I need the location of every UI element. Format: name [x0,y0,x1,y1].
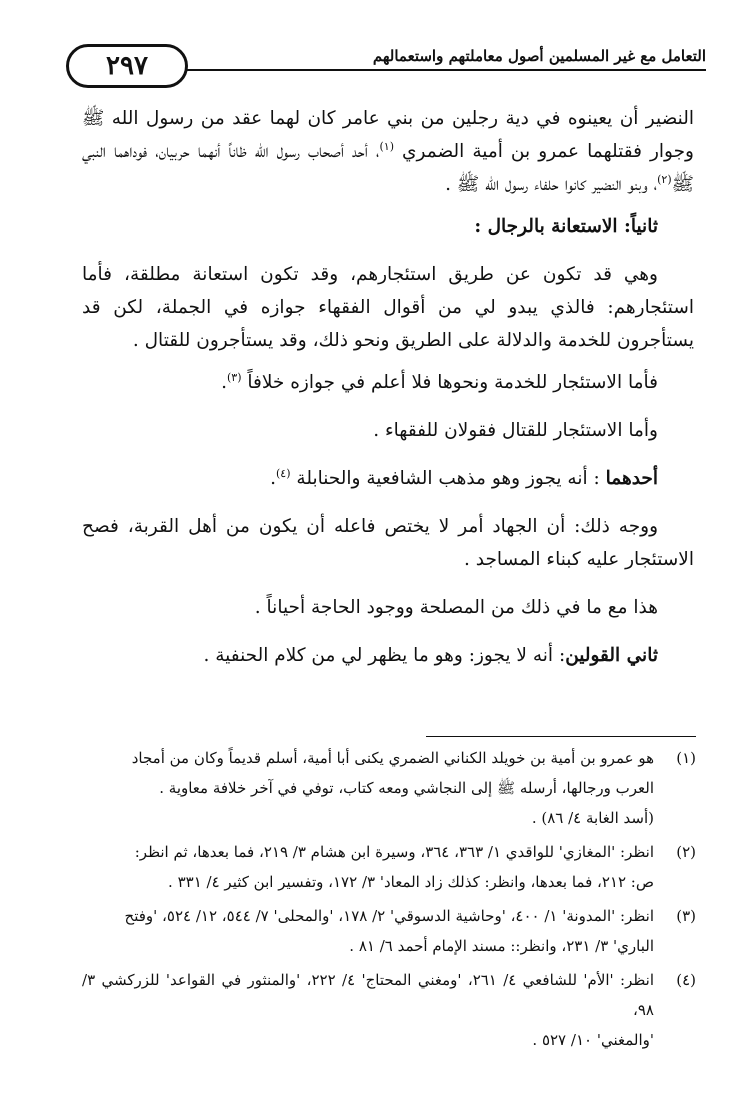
p1-line-2b: ، أحد أصحاب رسول الله ظاناً أنهما [197,141,380,162]
paragraph-3 [82,366,694,399]
running-title: التعامل مع غير المسلمين أصول معاملتهم واستعمالهم [372,47,706,65]
page-header [58,44,706,94]
p8-label: ثاني القولين [565,645,658,666]
footnote-2 [82,837,696,897]
p5-end: . [270,468,276,489]
footnote-3 [82,901,696,961]
footnote-line: ص: ٢١٢، فما بعدها، وانظر: كذلك زاد المعاد' ٣/ ١٧٢، وتفسير ابن كثير ٤/ ٣٣١ . [168,873,654,891]
paragraph-6: ووجه ذلك: أن الجهاد أمر لا يختص فاعله أن يكون من أهل القربة، فصح الاستئجار عليه كبناء المساجد . [82,516,694,570]
footnote-text [82,965,654,1055]
p5-text: : أنه يجوز وهو مذهب الشافعية والحنابلة [290,468,606,489]
footnote-ref-3[interactable]: (٣) [226,370,242,384]
footnote-text [82,743,654,833]
footnote-number: (٣) [676,907,696,925]
section-heading: ثانياً: الاستعانة بالرجال : [474,216,658,237]
footnote-line: الباري' ٣/ ٢٣١، وانظر:: مسند الإمام أحمد ٦/ ٨١ . [349,937,654,955]
footnote-separator [426,736,696,737]
footnote-4 [82,965,696,1055]
footnote-ref-4[interactable]: (٤) [276,466,291,480]
footnote-text [82,837,654,897]
p1-line-1: النضير أن يعينوه في دية رجلين من بني عامر كان لهما عقد من رسول الله ﷺ [82,108,694,129]
page-number: ٢٩٧ [66,44,188,88]
footnote-line: انظر: 'المدونة' ١/ ٤٠٠، 'وحاشية الدسوقي' ٢/ ١٧٨، 'والمحلى' ٧/ ٥٤٤، ١٢/ ٥٢٤، 'وفتح [124,907,654,925]
paragraph-4: وأما الاستئجار للقتال فقولان للفقهاء . [373,420,658,441]
p1-line-2a: وجوار فقتلهما عمرو بن أمية الضمري [394,141,694,162]
paragraph-2: وهي قد تكون عن طريق استئجارهم، وقد تكون استعانة مطلقة، فأما استئجارهم: فالذي يبدو لي من أقوال الفقهاء جوازه في الجملة، لكن قد يستأجرون للخدمة والدلالة على الطريق ونحو ذلك، وقد يستأجرون للقتال . [82,264,694,351]
p3-text: فأما الاستئجار للخدمة ونحوها فلا أعلم في جوازه خلافاً [241,372,658,393]
footnote-ref-1[interactable]: (١) [379,139,394,153]
header-rule [186,69,706,71]
footnote-line: (أسد الغابة ٤/ ٨٦) . [531,809,654,827]
p5-label: أحدهما [605,468,658,489]
p1-line-3a: حربيان، فوداهما النبي ﷺ [82,141,694,195]
footnote-1 [82,743,696,833]
paragraph-8 [82,639,694,672]
footnote-number: (٢) [676,843,696,861]
paragraph-5 [82,462,694,495]
p3-end: . [221,372,227,393]
footnote-line: 'والمغني' ١٠/ ٥٢٧ . [532,1031,654,1049]
footnote-line: العرب ورجالها، أرسله ﷺ إلى النجاشي ومعه كتاب، توفي في آخر خلافة معاوية . [159,779,654,797]
footnote-line: انظر: 'الأم' للشافعي ٤/ ٢٦١، 'ومغني المحتاج' ٤/ ٢٢٢، 'والمنثور في القواعد' للزركشي ٣/ ٩٨، [82,971,655,1019]
p1-line-3b: ، وبنو النضير كانوا حلفاء رسول الله ﷺ . [445,174,658,195]
footnote-ref-2[interactable]: (٢) [657,172,672,186]
paragraph-1 [82,102,694,201]
footnote-line: هو عمرو بن أمية بن خويلد الكناني الضمري يكنى أبا أمية، أسلم قديماً وكان من أمجاد [131,749,654,767]
footnote-number: (٤) [676,971,696,989]
paragraph-7: هذا مع ما في ذلك من المصلحة ووجود الحاجة أحياناً . [254,597,658,618]
footnote-number: (١) [676,749,696,767]
footnote-line: انظر: 'المغازي' للواقدي ١/ ٣٦٣، ٣٦٤، وسيرة ابن هشام ٣/ ٢١٩، فما بعدها، ثم انظر: [134,843,654,861]
footnotes [82,743,696,1059]
footnote-text [82,901,654,961]
main-text [82,102,694,672]
p8-text: : أنه لا يجوز: وهو ما يظهر لي من كلام الحنفية . [203,645,566,666]
